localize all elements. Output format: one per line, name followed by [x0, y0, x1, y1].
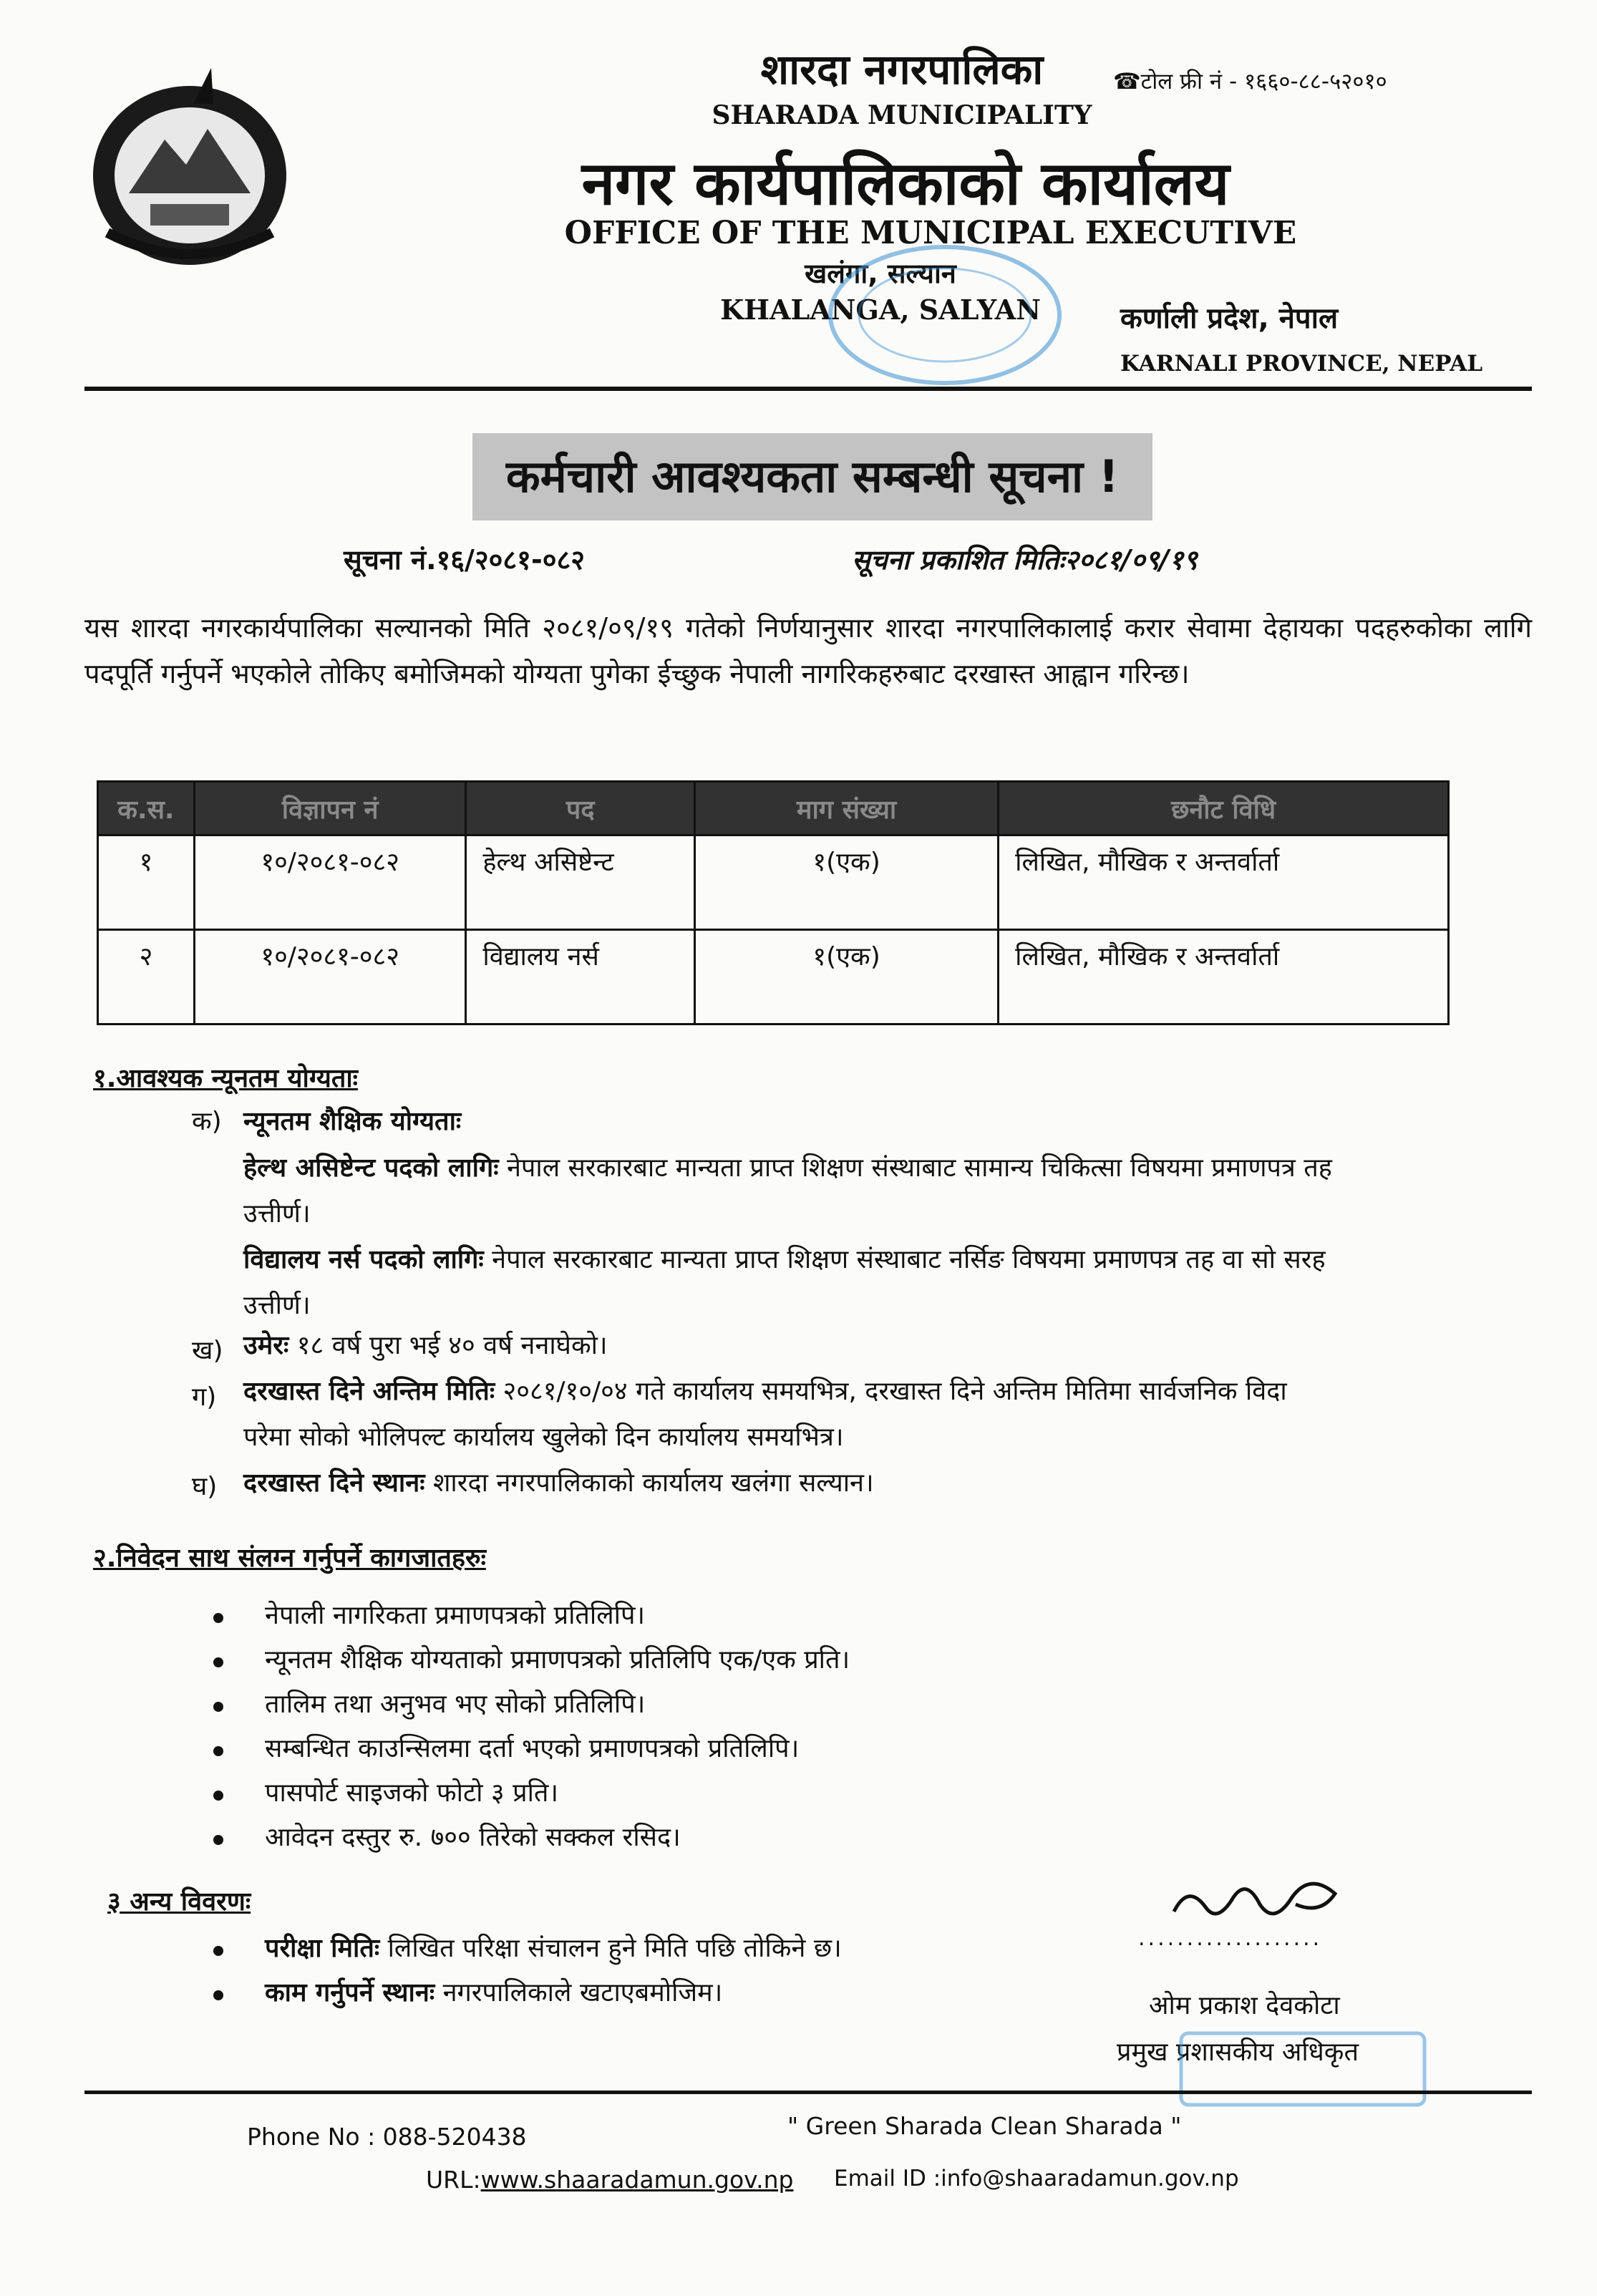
item-gha-marker: घ)	[192, 1472, 218, 1501]
submission-place	[243, 1461, 1460, 1506]
school-nurse-qualification	[243, 1237, 1532, 1283]
address-nepali: खलंगा, सल्यान	[805, 258, 956, 289]
municipality-name-english: SHARADA MUNICIPALITY	[712, 100, 1092, 130]
header-selection-method: छनौट विधि	[999, 782, 1449, 835]
province-nepali: कर्णाली प्रदेश, नेपाल	[1120, 302, 1339, 335]
submission-place-label: दरखास्त दिने स्थानः	[243, 1468, 425, 1498]
footer-divider	[84, 2091, 1532, 2094]
document-item: न्यूनतम शैक्षिक योग्यताको प्रमाणपत्रको प्रतिलिपि एक/एक प्रति।	[265, 1645, 850, 1675]
cell-demand: १(एक)	[694, 930, 998, 1025]
section2-title: २.निवेदन साथ संलग्न गर्नुपर्ने कागजातहरुः	[93, 1544, 486, 1573]
header-serial: क.स.	[98, 782, 195, 835]
document-item: पासपोर्ट साइजको फोटो ३ प्रति।	[265, 1778, 559, 1808]
table-header-row	[98, 782, 1449, 835]
notice-intro-paragraph: यस शारदा नगरकार्यपालिका सल्यानको मिति २०८१/०९/१९ गतेको निर्णयानुसार शारदा नगरपालिकालाई करार सेवामा देहायका पदहरुकोका लागि पदपूर्ति गर्नुपर्ने भएकोले तोकिए बमोजिमको योग्यता पुगेका ईच्छुक नेपाली नागरिकहरुबाट दरखास्त आह्वान गरिन्छ।	[84, 612, 1532, 689]
exam-date-item	[265, 1926, 1088, 1972]
bullet-icon	[213, 1835, 223, 1845]
office-name-nepali: नगर कार्यपालिकाको कार्यालय	[581, 148, 1230, 218]
deadline-label: दरखास्त दिने अन्तिम मितिः	[243, 1377, 495, 1406]
cell-post: विद्यालय नर्स	[466, 930, 695, 1025]
section3-title: ३ अन्य विवरणः	[107, 1887, 251, 1917]
deadline-requirement	[243, 1369, 1532, 1415]
health-assistant-qualification	[243, 1145, 1532, 1191]
office-name-english: OFFICE OF THE MUNICIPAL EXECUTIVE	[564, 215, 1297, 251]
cell-selection-method: लिखित, मौखिक र अन्तर्वार्ता	[999, 930, 1449, 1025]
cell-ad-number: १०/२०८१-०८२	[194, 835, 466, 930]
footer-url-label: URL:	[426, 2166, 481, 2194]
footer-phone: Phone No : 088-520438	[247, 2123, 527, 2151]
work-place-label: काम गर्नुपर्ने स्थानः	[265, 1978, 435, 2007]
document-item: आवेदन दस्तुर रु. ७०० तिरेको सक्कल रसिद।	[265, 1823, 681, 1852]
exam-date-text: लिखित परिक्षा संचालन हुने मिति पछि तोकिने छ।	[387, 1934, 842, 1963]
age-text: १८ वर्ष पुरा भई ४० वर्ष ननाघेको।	[296, 1331, 608, 1360]
header-ad-number: विज्ञापन नं	[194, 782, 466, 835]
age-label: उमेरः	[243, 1331, 289, 1360]
health-assistant-text-cont: उत्तीर्ण।	[243, 1199, 311, 1229]
bullet-icon	[213, 1657, 223, 1667]
cell-demand: १(एक)	[694, 835, 998, 930]
section1-title: १.आवश्यक न्यूनतम योग्यताः	[93, 1064, 358, 1093]
signatory-title: प्रमुख प्रशासकीय अधिकृत	[1117, 2038, 1359, 2067]
office-stamp-mark	[816, 236, 1074, 394]
deadline-text: २०८१/१०/०४ गते कार्यालय समयभित्र, दरखास्त दिने अन्तिम मितिमा सार्वजनिक विदा	[503, 1377, 1287, 1406]
cell-ad-number: १०/२०८१-०८२	[194, 930, 466, 1025]
health-assistant-label: हेल्थ असिष्टेन्ट पदको लागिः	[243, 1153, 499, 1183]
document-item: तालिम तथा अनुभव भए सोको प्रतिलिपि।	[265, 1690, 646, 1719]
website-link[interactable]: www.shaaradamun.gov.np	[480, 2166, 794, 2194]
submission-place-text: शारदा नगरपालिकाको कार्यालय खलंगा सल्यान।	[432, 1468, 874, 1498]
item-ka-label: न्यूनतम शैक्षिक योग्यताः	[243, 1107, 462, 1136]
document-item: सम्बन्धित काउन्सिलमा दर्ता भएको प्रमाणपत्रको प्रतिलिपि।	[265, 1734, 800, 1763]
address-english: KHALANGA, SALYAN	[720, 294, 1041, 326]
province-english: KARNALI PROVINCE, NEPAL	[1120, 351, 1483, 377]
exam-date-label: परीक्षा मितिः	[265, 1934, 380, 1963]
signatory-name: ओम प्रकाश देवकोटा	[1149, 1991, 1340, 2020]
vacancy-table	[97, 780, 1450, 1025]
notice-published-date: सूचना प्रकाशित मितिः२०८१/०९/१९	[852, 544, 1198, 576]
table-row	[98, 835, 1449, 930]
table-row	[98, 930, 1449, 1025]
toll-free-number: ☎टोल फ्री नं - १६६०-८८-५२०१०	[1113, 69, 1387, 95]
school-nurse-text-cont: उत्तीर्ण।	[243, 1291, 311, 1320]
bullet-icon	[213, 1613, 223, 1623]
notice-number: सूचना नं.१६/२०८१-०८२	[344, 544, 585, 576]
footer-slogan: " Green Sharada Clean Sharada "	[787, 2112, 1182, 2140]
item-ka-marker: क)	[192, 1107, 222, 1136]
nepal-emblem-logo	[86, 61, 293, 276]
item-ga-marker: ग)	[192, 1382, 217, 1412]
footer-url	[426, 2166, 827, 2194]
header-post: पद	[466, 782, 695, 835]
document-item: नेपाली नागरिकता प्रमाणपत्रको प्रतिलिपि।	[265, 1601, 646, 1630]
cell-serial: २	[98, 930, 195, 1025]
bullet-icon	[213, 1791, 223, 1801]
health-assistant-text: नेपाल सरकारबाट मान्यता प्राप्त शिक्षण संस्थाबाट सामान्य चिकित्सा विषयमा प्रमाणपत्र तह	[506, 1153, 1332, 1183]
municipality-name-nepali: शारदा नगरपालिका	[760, 45, 1044, 94]
bullet-icon	[213, 1746, 223, 1756]
signature-line: ...................	[1138, 1926, 1323, 1951]
signatory-stamp-mark	[1174, 2023, 1432, 2116]
school-nurse-text: नेपाल सरकारबाट मान्यता प्राप्त शिक्षण संस्थाबाट नर्सिङ विषयमा प्रमाणपत्र तह वा सो सरह	[492, 1245, 1326, 1274]
school-nurse-label: विद्यालय नर्स पदको लागिः	[243, 1245, 484, 1274]
work-place-text: नगरपालिकाले खटाएबमोजिम।	[442, 1978, 723, 2007]
header-demand: माग संख्या	[694, 782, 998, 835]
item-kha-marker: ख)	[192, 1336, 223, 1365]
cell-serial: १	[98, 835, 195, 930]
notice-title: कर्मचारी आवश्यकता सम्बन्धी सूचना !	[472, 433, 1152, 520]
work-place-item	[265, 1970, 1088, 2016]
cell-post: हेल्थ असिष्टेन्ट	[466, 835, 695, 930]
deadline-text-cont: परेमा सोको भोलिपल्ट कार्यालय खुलेको दिन कार्यालय समयभित्र।	[243, 1423, 844, 1452]
bullet-icon	[213, 1702, 223, 1712]
bullet-icon	[213, 1990, 223, 2000]
cell-selection-method: लिखित, मौखिक र अन्तर्वार्ता	[999, 835, 1449, 930]
footer-email: Email ID :info@shaaradamun.gov.np	[834, 2166, 1239, 2191]
age-requirement	[243, 1323, 1460, 1369]
header-divider	[84, 387, 1532, 391]
bullet-icon	[213, 1946, 223, 1956]
